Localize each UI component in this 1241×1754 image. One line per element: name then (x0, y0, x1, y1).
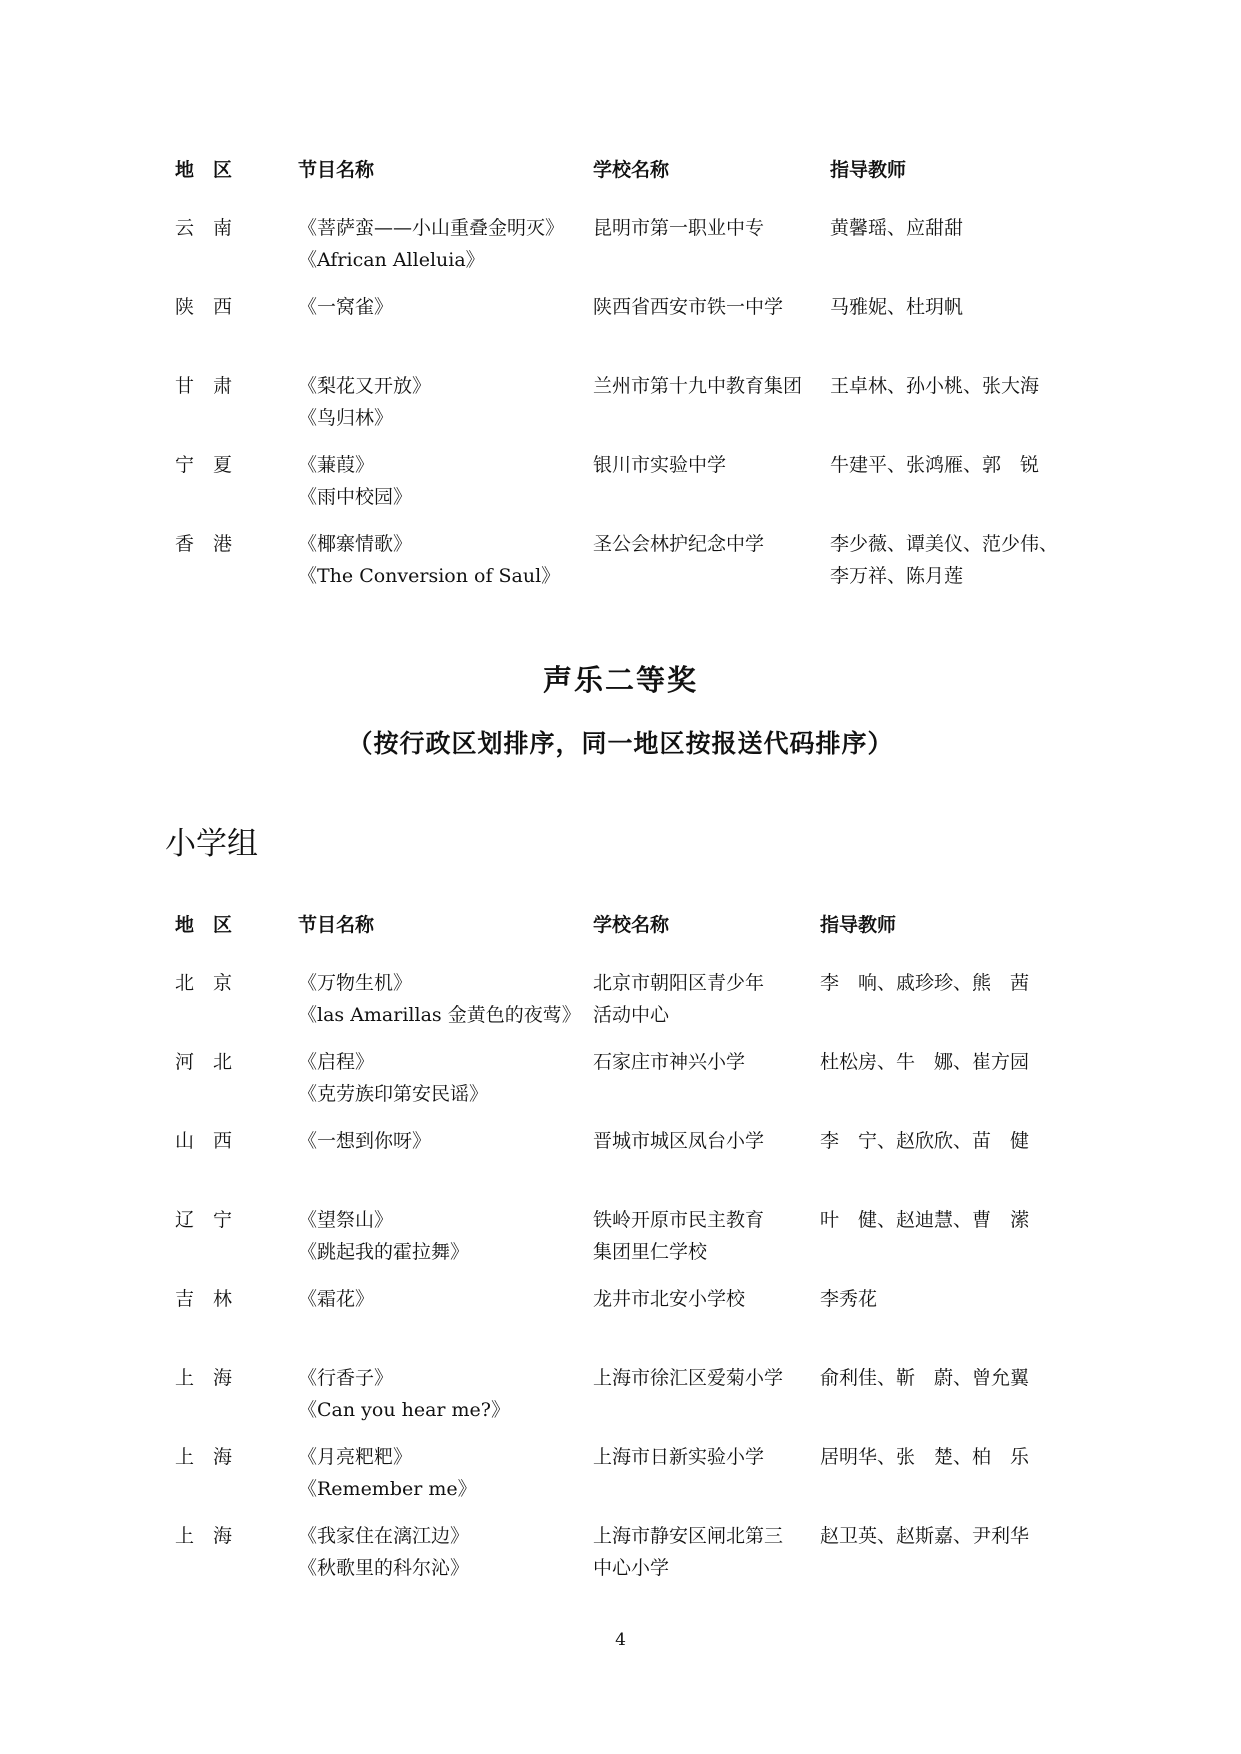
program-cell-line: 《万物生机》 (298, 972, 413, 994)
table-row (0, 967, 1241, 1031)
header-school: 学校名称 (593, 914, 670, 936)
program-cell-line: 《霜花》 (298, 1288, 375, 1310)
program-cell-line: 《Can you hear me?》 (298, 1399, 510, 1421)
program-cell (298, 212, 598, 276)
region-cell: 上 海 (175, 1525, 233, 1547)
school-cell (593, 370, 823, 402)
program-cell-line: 《行香子》 (298, 1367, 394, 1389)
school-cell-line: 上海市徐汇区爱菊小学 (593, 1367, 784, 1389)
teacher-cell (820, 1125, 1080, 1157)
program-cell (298, 1283, 598, 1315)
region-cell: 山 西 (175, 1130, 233, 1152)
table-row (0, 370, 1241, 434)
program-cell-line: 《椰寨情歌》 (298, 533, 413, 555)
program-cell-line: 《菩萨蛮——小山重叠金明灭》 (298, 217, 565, 239)
program-cell-line: 《Remember me》 (298, 1478, 477, 1500)
school-cell-line: 上海市静安区闸北第三 (593, 1525, 784, 1547)
program-cell-line: 《The Conversion of Saul》 (298, 565, 561, 587)
award-subtitle: （按行政区划排序，同一地区按报送代码排序） (347, 729, 894, 758)
table-row (0, 291, 1241, 355)
header-region: 地 区 (175, 914, 233, 936)
school-cell-line: 银川市实验中学 (593, 454, 727, 476)
table-row (0, 1520, 1241, 1584)
school-cell (593, 1441, 823, 1473)
school-cell-line: 陕西省西安市铁一中学 (593, 296, 784, 318)
program-cell-line: 《月亮粑粑》 (298, 1446, 413, 1468)
program-cell (298, 1520, 598, 1584)
program-cell (298, 1046, 598, 1110)
teacher-cell (820, 1362, 1080, 1394)
region-cell: 上 海 (175, 1367, 233, 1389)
program-cell-line: 《启程》 (298, 1051, 375, 1073)
teacher-cell (820, 1046, 1080, 1078)
program-cell (298, 967, 598, 1031)
region-cell: 香 港 (175, 533, 233, 555)
teacher-cell (820, 1283, 1080, 1315)
program-cell (298, 1362, 598, 1426)
school-cell (593, 212, 823, 244)
teacher-cell (820, 967, 1080, 999)
school-cell-line: 铁岭开原市民主教育 (593, 1209, 765, 1231)
region-cell: 河 北 (175, 1051, 233, 1073)
school-cell (593, 528, 823, 560)
header-teacher: 指导教师 (830, 159, 907, 181)
header-program: 节目名称 (298, 914, 375, 936)
teacher-cell (830, 212, 1090, 244)
teacher-cell-line: 李 宁、赵欣欣、苗 健 (820, 1130, 1030, 1152)
program-cell (298, 1441, 598, 1505)
program-cell-line: 《一窝雀》 (298, 296, 394, 318)
school-cell (593, 1204, 823, 1268)
region-cell: 云 南 (175, 217, 233, 239)
teacher-cell (830, 449, 1090, 481)
school-cell (593, 967, 823, 1031)
program-cell-line: 《克劳族印第安民谣》 (298, 1083, 489, 1105)
award-title: 声乐二等奖 (542, 663, 698, 697)
teacher-cell-line: 李万祥、陈月莲 (830, 565, 964, 587)
teacher-cell (820, 1204, 1080, 1236)
school-cell (593, 449, 823, 481)
page-number: 4 (615, 1630, 626, 1650)
header-teacher: 指导教师 (820, 914, 897, 936)
teacher-cell-line: 赵卫英、赵斯嘉、尹利华 (820, 1525, 1030, 1547)
program-cell-line: 《望祭山》 (298, 1209, 394, 1231)
program-cell (298, 1204, 598, 1268)
teacher-cell-line: 王卓林、孙小桃、张大海 (830, 375, 1040, 397)
teacher-cell-line: 牛建平、张鸿雁、郭 锐 (830, 454, 1040, 476)
table-row (0, 1204, 1241, 1268)
school-cell-line: 龙井市北安小学校 (593, 1288, 746, 1310)
region-cell: 北 京 (175, 972, 233, 994)
region-cell: 吉 林 (175, 1288, 233, 1310)
program-cell-line: 《鸟归林》 (298, 407, 394, 429)
teacher-cell (830, 291, 1090, 323)
program-cell (298, 528, 598, 592)
program-cell-line: 《秋歌里的科尔沁》 (298, 1557, 470, 1579)
table-header-2 (0, 910, 1241, 940)
table-row (0, 1362, 1241, 1426)
table-row (0, 1125, 1241, 1189)
school-cell-line: 兰州市第十九中教育集团 (593, 375, 803, 397)
teacher-cell-line: 叶 健、赵迪慧、曹 潆 (820, 1209, 1030, 1231)
teacher-cell-line: 李 响、戚珍珍、熊 茜 (820, 972, 1030, 994)
teacher-cell (820, 1441, 1080, 1473)
school-cell (593, 1283, 823, 1315)
teacher-cell-line: 居明华、张 楚、柏 乐 (820, 1446, 1030, 1468)
region-cell: 宁 夏 (175, 454, 233, 476)
region-cell: 陕 西 (175, 296, 233, 318)
program-cell-line: 《雨中校园》 (298, 486, 413, 508)
teacher-cell-line: 俞利佳、靳 蔚、曾允翼 (820, 1367, 1030, 1389)
teacher-cell (830, 370, 1090, 402)
header-program: 节目名称 (298, 159, 375, 181)
school-cell-line: 北京市朝阳区青少年 (593, 972, 765, 994)
program-cell-line: 《跳起我的霍拉舞》 (298, 1241, 470, 1263)
school-cell-line: 上海市日新实验小学 (593, 1446, 765, 1468)
region-cell: 甘 肃 (175, 375, 233, 397)
teacher-cell-line: 杜松房、牛 娜、崔方园 (820, 1051, 1030, 1073)
program-cell-line: 《我家住在漓江边》 (298, 1525, 470, 1547)
teacher-cell-line: 黄馨瑶、应甜甜 (830, 217, 964, 239)
program-cell-line: 《蒹葭》 (298, 454, 375, 476)
program-cell-line: 《梨花又开放》 (298, 375, 432, 397)
school-cell-line: 晋城市城区凤台小学 (593, 1130, 765, 1152)
school-cell-line: 活动中心 (593, 1004, 670, 1026)
program-cell (298, 449, 598, 513)
group-title: 小学组 (165, 826, 258, 862)
school-cell-line: 石家庄市神兴小学 (593, 1051, 746, 1073)
program-cell-line: 《一想到你呀》 (298, 1130, 432, 1152)
school-cell-line: 集团里仁学校 (593, 1241, 708, 1263)
school-cell (593, 1046, 823, 1078)
table-row (0, 1441, 1241, 1505)
program-cell-line: 《African Alleluia》 (298, 249, 485, 271)
header-region: 地 区 (175, 159, 233, 181)
region-cell: 上 海 (175, 1446, 233, 1468)
program-cell-line: 《las Amarillas 金黄色的夜莺》 (298, 1004, 581, 1026)
school-cell (593, 1125, 823, 1157)
table-row (0, 212, 1241, 276)
teacher-cell-line: 李少薇、谭美仪、范少伟、 (830, 533, 1059, 555)
school-cell (593, 1520, 823, 1584)
table-row (0, 1046, 1241, 1110)
teacher-cell (830, 528, 1090, 592)
program-cell (298, 370, 598, 434)
school-cell-line: 昆明市第一职业中专 (593, 217, 765, 239)
teacher-cell (820, 1520, 1080, 1552)
teacher-cell-line: 马雅妮、杜玥帆 (830, 296, 964, 318)
table-row (0, 1283, 1241, 1347)
table-header-1 (0, 155, 1241, 185)
school-cell (593, 1362, 823, 1394)
table-row (0, 528, 1241, 592)
school-cell-line: 圣公会林护纪念中学 (593, 533, 765, 555)
header-school: 学校名称 (593, 159, 670, 181)
program-cell (298, 1125, 598, 1157)
table-row (0, 449, 1241, 513)
teacher-cell-line: 李秀花 (820, 1288, 878, 1310)
school-cell-line: 中心小学 (593, 1557, 670, 1579)
school-cell (593, 291, 823, 323)
region-cell: 辽 宁 (175, 1209, 233, 1231)
program-cell (298, 291, 598, 323)
